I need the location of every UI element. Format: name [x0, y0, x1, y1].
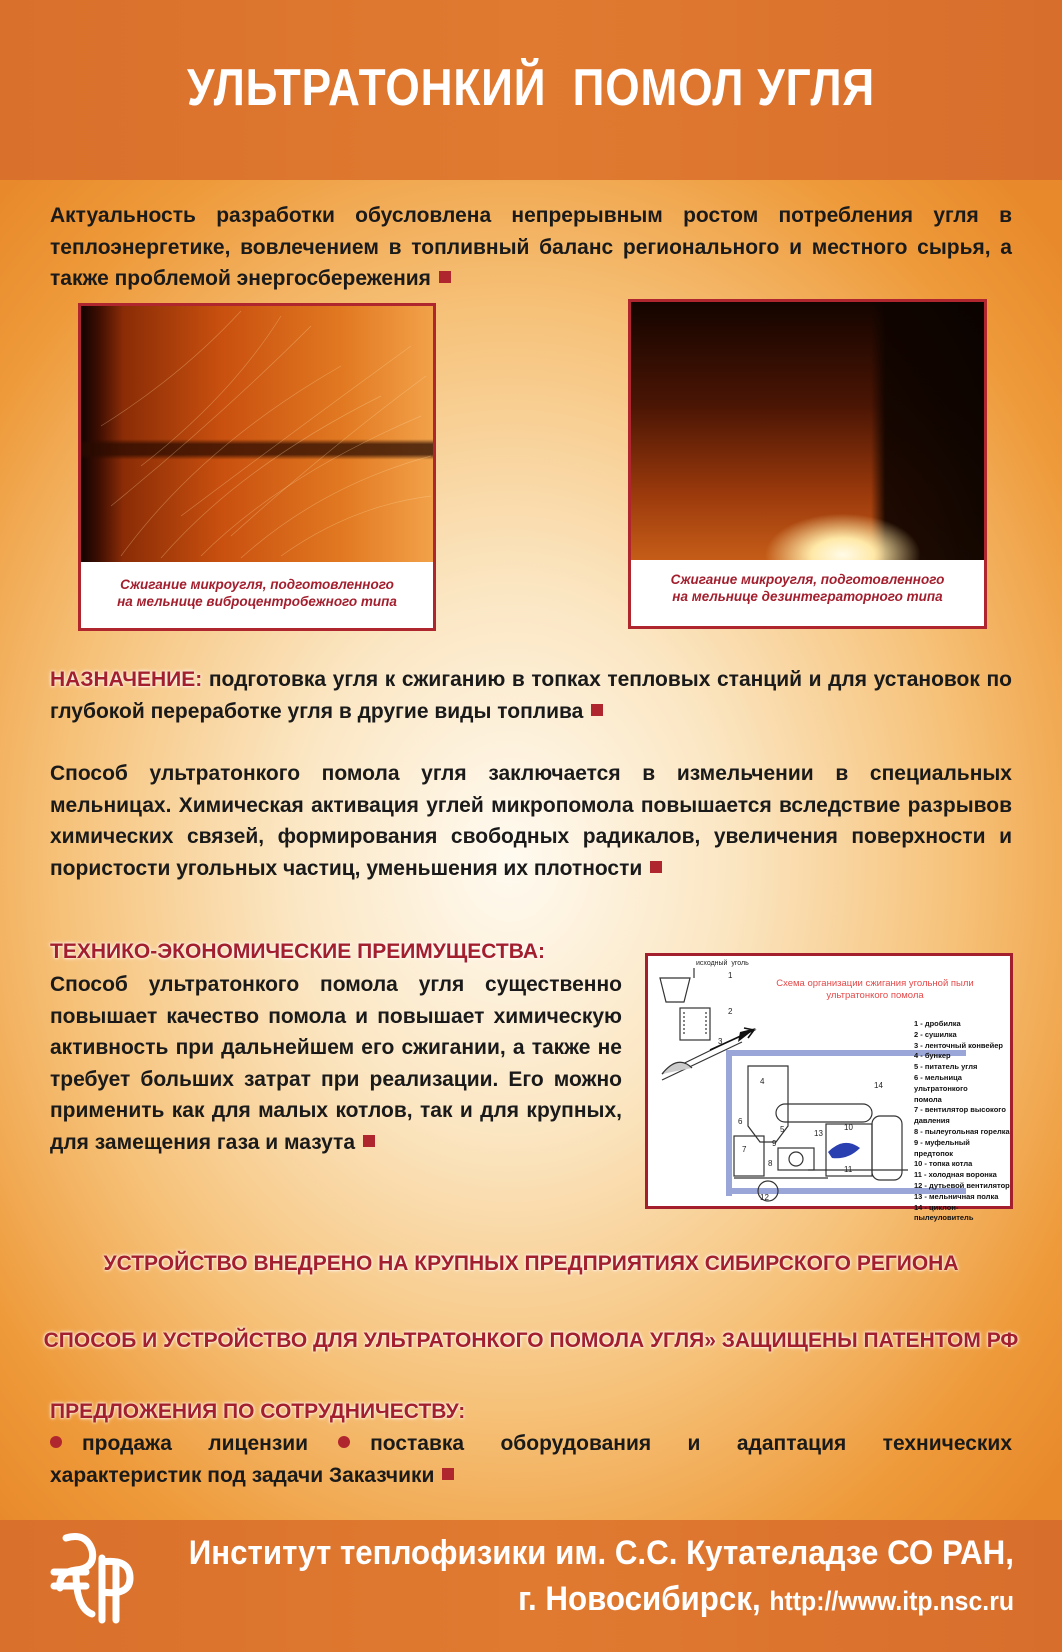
scheme-number: 12 — [760, 1193, 769, 1202]
scheme-number: 9 — [772, 1139, 777, 1148]
scheme-legend — [914, 1019, 1010, 1224]
caption-line: Сжигание микроугля, подготовленного — [670, 572, 945, 587]
purpose-label: НАЗНАЧЕНИЕ: — [50, 668, 203, 691]
red-square-marker-icon — [439, 271, 451, 283]
combustion-photo-vibro — [81, 306, 433, 562]
cooperation-item-equipment: поставка оборудования и адаптация технических характеристик под задачи Заказчики — [50, 1432, 1012, 1487]
scheme-number: 11 — [844, 1165, 853, 1174]
notice-patent: СПОСОБ И УСТРОЙСТВО ДЛЯ УЛЬТРАТОНКОГО ПОМОЛА УГЛЯ» ЗАЩИЩЕНЫ ПАТЕНТОМ РФ — [43, 1329, 1019, 1352]
advantages-heading: ТЕХНИКО-ЭКОНОМИЧЕСКИЕ ПРЕИМУЩЕСТВА: — [50, 940, 546, 963]
footer-institute-name: Институт теплофизики им. С.С. Кутателадзе СО РАН, — [188, 1534, 1014, 1572]
legend-item: давления — [914, 1116, 950, 1126]
cooperation-item-license: продажа лицензии — [82, 1432, 309, 1455]
cooperation-heading: ПРЕДЛОЖЕНИЯ ПО СОТРУДНИЧЕСТВУ: — [50, 1400, 466, 1423]
scheme-number: 13 — [814, 1129, 823, 1138]
footer-city: г. Новосибирск, — [518, 1580, 761, 1618]
legend-item: 5 - питатель угля — [914, 1062, 978, 1072]
legend-item: 8 - пылеугольная горелка — [914, 1126, 1010, 1136]
cooperation-list — [50, 1428, 1012, 1491]
legend-item: 7 - вентилятор высокого — [914, 1105, 1006, 1115]
legend-item: 4 - бункер — [914, 1051, 951, 1061]
advantages-text: Способ ультратонкого помола угля существенно повышает качество помола и повышает химическую активность при дальнейшем его сжигании, а также не требует больших затрат при реализации. Его можно применить как для малых котлов, так и для крупных, для замещения газа и мазута — [50, 973, 622, 1154]
footer-city-line — [518, 1580, 1014, 1619]
legend-item: 12 - дутьевой вентилятор — [914, 1180, 1010, 1190]
combustion-scheme-diagram — [645, 953, 1013, 1223]
legend-item: 1 - дробилка — [914, 1019, 961, 1028]
scheme-title-line: Схема организации сжигания угольной пыли — [776, 978, 974, 989]
scheme-number: 6 — [738, 1117, 743, 1126]
institute-logo-icon — [46, 1528, 142, 1624]
scheme-number: 10 — [844, 1123, 853, 1132]
legend-item: помола — [914, 1094, 942, 1104]
notice-implemented: УСТРОЙСТВО ВНЕДРЕНО НА КРУПНЫХ ПРЕДПРИЯТИЯХ СИБИРСКОГО РЕГИОНА — [103, 1252, 959, 1275]
legend-item: 13 - мельничная полка — [914, 1191, 999, 1201]
flame-streaks-graphic — [81, 306, 433, 562]
scheme-number: 14 — [874, 1081, 883, 1090]
scheme-number: 2 — [728, 1007, 733, 1016]
legend-item: 6 - мельница ультратонкого — [914, 1072, 968, 1093]
red-square-marker-icon — [650, 861, 662, 873]
caption-line: на мельнице виброцентробежного типа — [117, 594, 397, 609]
footer-website-link[interactable]: http://www.itp.nsc.ru — [769, 1586, 1014, 1616]
scheme-title — [760, 978, 990, 1002]
caption-line: Сжигание микроугля, подготовленного — [120, 577, 394, 592]
photo-card-vibro — [78, 303, 436, 631]
scheme-number: 7 — [742, 1145, 747, 1154]
red-square-marker-icon — [442, 1468, 454, 1480]
purpose-text: подготовка угля к сжиганию в топках тепловых станций и для установок по глубокой переработке угля в другие виды топлива — [50, 668, 1012, 723]
purpose-paragraph — [50, 664, 1012, 727]
combustion-photo-disintegrator — [631, 302, 984, 560]
red-square-marker-icon — [591, 704, 603, 716]
photo-caption-disintegrator — [631, 571, 984, 605]
caption-line: на мельнице дезинтеграторного типа — [672, 589, 943, 604]
scheme-number: 5 — [780, 1125, 785, 1134]
legend-item: 3 - ленточный конвейер — [914, 1040, 1003, 1050]
advantages-paragraph — [50, 969, 622, 1158]
photo-card-disintegrator — [628, 299, 987, 629]
page-title: УЛЬТРАТОНКИЙ ПОМОЛ УГЛЯ — [187, 59, 875, 117]
photo-caption-vibro — [81, 576, 433, 610]
legend-item: 11 - холодная воронка — [914, 1170, 997, 1180]
red-square-marker-icon — [363, 1135, 375, 1147]
intro-paragraph — [50, 200, 1012, 295]
footer-bar — [0, 1520, 1062, 1652]
bullet-dot-icon — [338, 1436, 350, 1448]
bullet-dot-icon — [50, 1436, 62, 1448]
intro-text: Актуальность разработки обусловлена непрерывным ростом потребления угля в теплоэнергетике, вовлечением в топливный баланс регионального и местного сырья, а также проблемой энергосбережения — [50, 204, 1012, 290]
scheme-title-line: ультратонкого помола — [826, 990, 924, 1001]
scheme-number: 1 — [728, 971, 733, 980]
method-paragraph — [50, 758, 1012, 884]
legend-item: 10 - топка котла — [914, 1159, 973, 1169]
legend-item: 2 - сушилка — [914, 1029, 957, 1039]
method-text: Способ ультратонкого помола угля заключается в измельчении в специальных мельницах. Химическая активация углей микропомола повышается вследствие разрывов химических связей, формирования свободных радикалов, увеличения поверхности и пористости угольных частиц, уменьшения их плотности — [50, 762, 1012, 880]
header-bar — [0, 0, 1062, 180]
scheme-number: 3 — [718, 1037, 723, 1046]
legend-item: 14 - циклон-пылеуловитель — [914, 1202, 974, 1223]
legend-item: 9 - муфельный предтопок — [914, 1137, 970, 1158]
scheme-input-label: исходный уголь — [696, 960, 749, 967]
scheme-number: 8 — [768, 1159, 773, 1168]
scheme-number: 4 — [760, 1077, 765, 1086]
